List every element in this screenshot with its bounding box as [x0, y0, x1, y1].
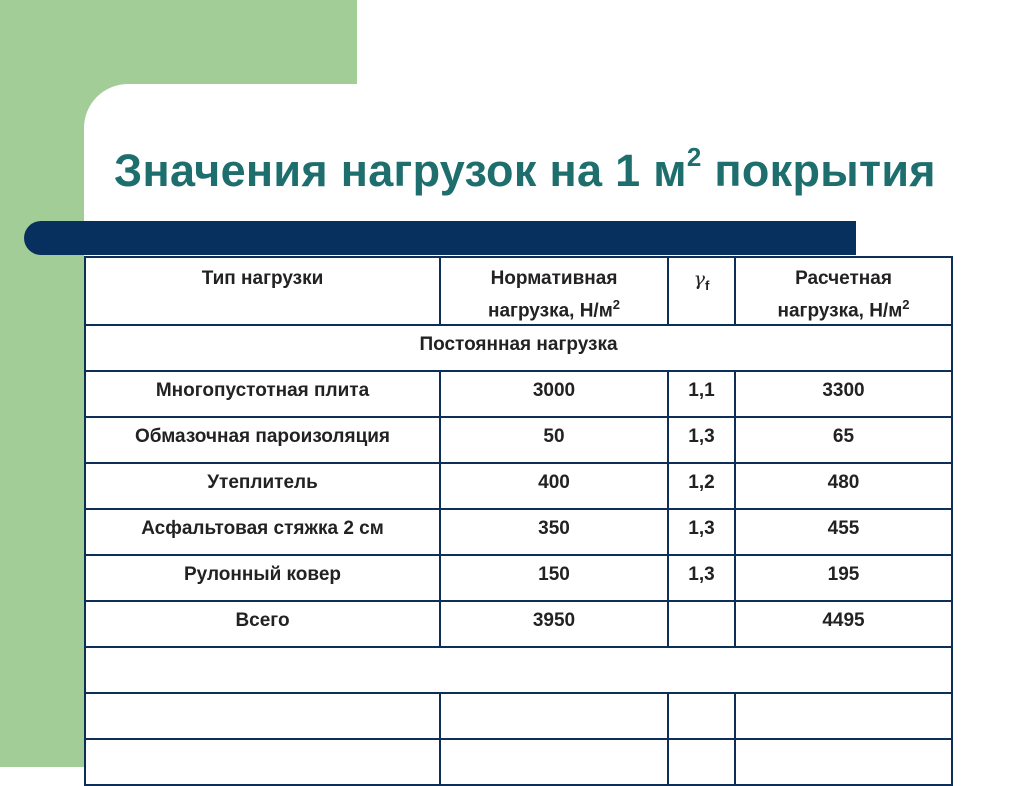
total-design-value: 4495 [735, 601, 952, 647]
table-header-row [85, 257, 952, 325]
section-row [85, 325, 952, 371]
row-load-name: Многопустотная плита [85, 371, 440, 417]
row-factor-value: 1,2 [668, 463, 735, 509]
title-superscript: 2 [686, 142, 702, 172]
row-normative-value: 350 [440, 509, 668, 555]
header-gamma-f: $\gamma_f$ [668, 257, 735, 325]
empty-cell [85, 693, 440, 739]
total-row [85, 601, 952, 647]
row-design-value: 3300 [735, 371, 952, 417]
row-factor-value: 1,3 [668, 417, 735, 463]
row-load-name: Обмазочная пароизоляция [85, 417, 440, 463]
empty-row [85, 693, 952, 739]
empty-cell [85, 647, 952, 693]
row-design-value: 65 [735, 417, 952, 463]
empty-cell [668, 693, 735, 739]
slide-title [114, 142, 936, 197]
header-load-type: Тип нагрузки [85, 257, 440, 325]
empty-cell [440, 693, 668, 739]
row-design-value: 455 [735, 509, 952, 555]
table-row [85, 509, 952, 555]
table-row [85, 371, 952, 417]
loads-table [84, 256, 953, 786]
total-label: Всего [85, 601, 440, 647]
header-design-load: Расчетная нагрузка, $Н/м^2$ [735, 257, 952, 325]
title-main: Значения нагрузок на 1 м [114, 145, 687, 196]
empty-cell [735, 693, 952, 739]
table-row [85, 417, 952, 463]
header-normative-load: Нормативная нагрузка, $Н/м^2$ [440, 257, 668, 325]
row-design-value: 195 [735, 555, 952, 601]
row-factor-value: 1,3 [668, 555, 735, 601]
row-load-name: Утеплитель [85, 463, 440, 509]
empty-cell [668, 739, 735, 785]
empty-cell [440, 739, 668, 785]
table-row [85, 463, 952, 509]
title-divider-bar [24, 221, 856, 255]
empty-row [85, 739, 952, 785]
section-title: Постоянная нагрузка [85, 325, 952, 371]
row-load-name: Асфальтовая стяжка 2 см [85, 509, 440, 555]
row-normative-value: 50 [440, 417, 668, 463]
row-load-name: Рулонный ковер [85, 555, 440, 601]
row-normative-value: 150 [440, 555, 668, 601]
total-normative-value: 3950 [440, 601, 668, 647]
empty-cell [735, 739, 952, 785]
table-row [85, 555, 952, 601]
total-factor-value [668, 601, 735, 647]
empty-section-row [85, 647, 952, 693]
empty-cell [85, 739, 440, 785]
row-factor-value: 1,3 [668, 509, 735, 555]
row-normative-value: 400 [440, 463, 668, 509]
row-factor-value: 1,1 [668, 371, 735, 417]
row-normative-value: 3000 [440, 371, 668, 417]
row-design-value: 480 [735, 463, 952, 509]
title-tail: покрытия [701, 145, 936, 196]
